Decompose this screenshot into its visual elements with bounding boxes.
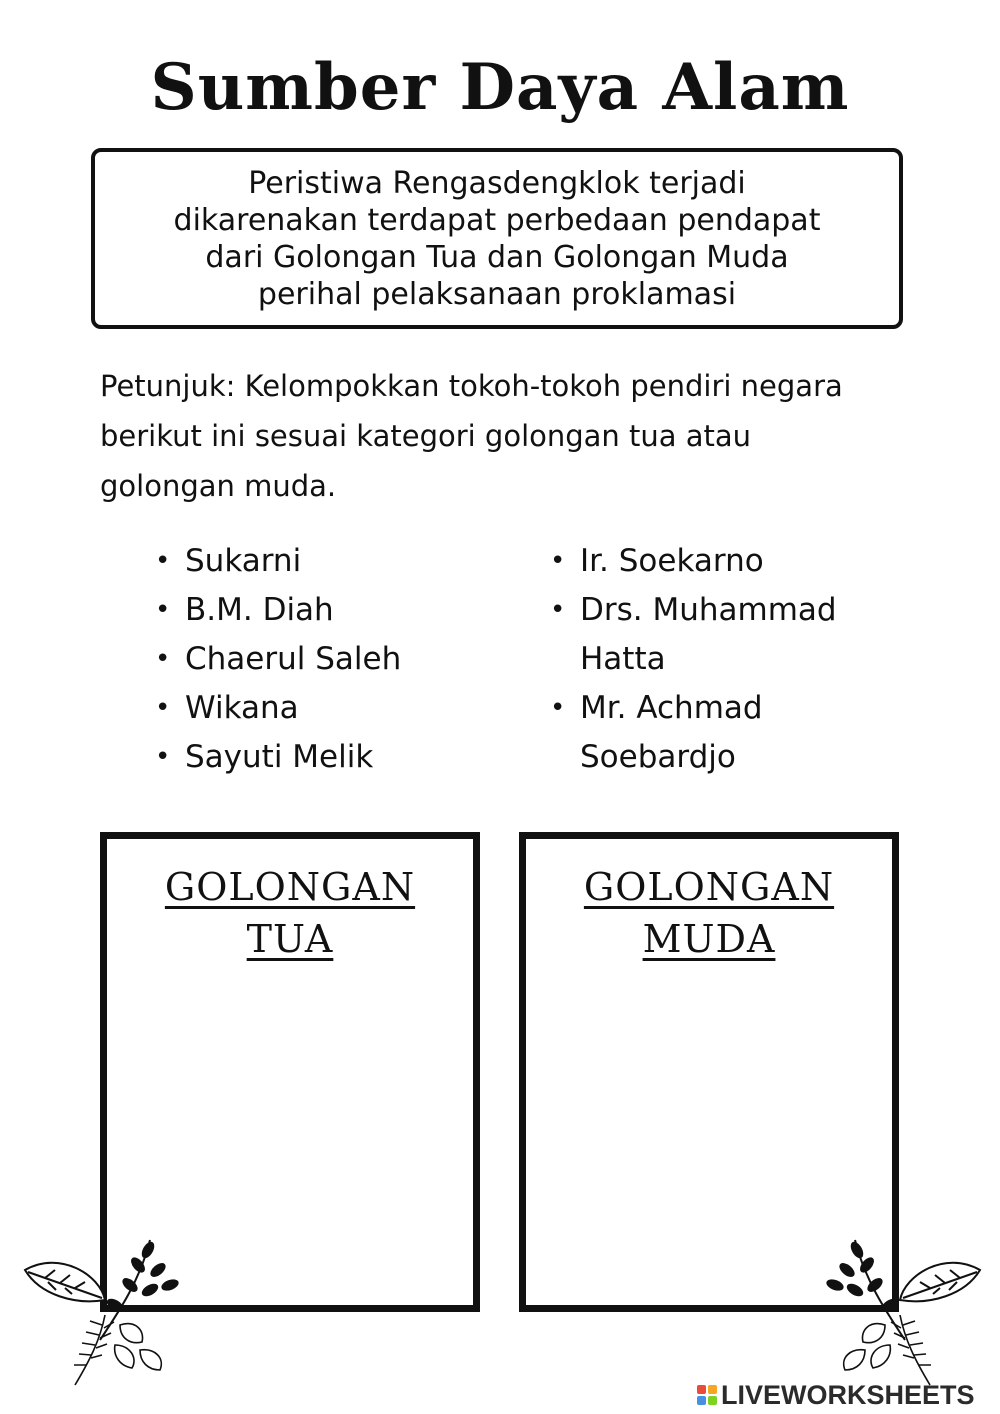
list-item[interactable]: • Sukarni bbox=[155, 537, 495, 586]
watermark[interactable] bbox=[697, 1380, 975, 1410]
list-item[interactable]: • Mr. Achmad Soebardjo bbox=[550, 684, 850, 782]
golongan-tua-heading bbox=[107, 861, 473, 965]
liveworksheets-logo-icon bbox=[697, 1385, 717, 1405]
intro-text bbox=[174, 165, 821, 313]
logo-square bbox=[708, 1385, 717, 1394]
list-item[interactable]: • Ir. Soekarno bbox=[550, 537, 850, 586]
list-item[interactable]: • Chaerul Saleh bbox=[155, 635, 495, 684]
logo-square bbox=[708, 1396, 717, 1405]
intro-line: dikarenakan terdapat perbedaan pendapat bbox=[173, 202, 821, 238]
heading-line: GOLONGAN bbox=[164, 865, 416, 909]
instructions-line: berikut ini sesuai kategori golongan tua atau bbox=[100, 419, 752, 453]
list-item[interactable]: • B.M. Diah bbox=[155, 586, 495, 635]
watermark-text: LIVEWORKSHEETS bbox=[721, 1379, 975, 1410]
instructions bbox=[100, 361, 920, 511]
leaf-branch-icon bbox=[20, 1230, 190, 1390]
golongan-muda-heading bbox=[526, 861, 892, 965]
names-list-right bbox=[550, 537, 850, 782]
leaf-branch-icon bbox=[815, 1230, 985, 1390]
heading-line: TUA bbox=[246, 917, 334, 961]
page-title: Sumber Daya Alam bbox=[150, 50, 850, 125]
heading-line: GOLONGAN bbox=[583, 865, 835, 909]
logo-square bbox=[697, 1396, 706, 1405]
intro-line: Peristiwa Rengasdengklok terjadi bbox=[248, 165, 746, 201]
list-item[interactable]: • Sayuti Melik bbox=[155, 733, 495, 782]
list-item[interactable]: • Drs. Muhammad Hatta bbox=[550, 586, 850, 684]
intro-line: perihal pelaksanaan proklamasi bbox=[257, 276, 737, 312]
instructions-line: Petunjuk: Kelompokkan tokoh-tokoh pendiri negara bbox=[100, 369, 843, 403]
names-list-left bbox=[155, 537, 495, 782]
instructions-line: golongan muda. bbox=[100, 469, 337, 503]
intro-box bbox=[91, 148, 903, 329]
logo-square bbox=[697, 1385, 706, 1394]
intro-line: dari Golongan Tua dan Golongan Muda bbox=[205, 239, 789, 275]
heading-line: MUDA bbox=[642, 917, 776, 961]
list-item[interactable]: • Wikana bbox=[155, 684, 495, 733]
